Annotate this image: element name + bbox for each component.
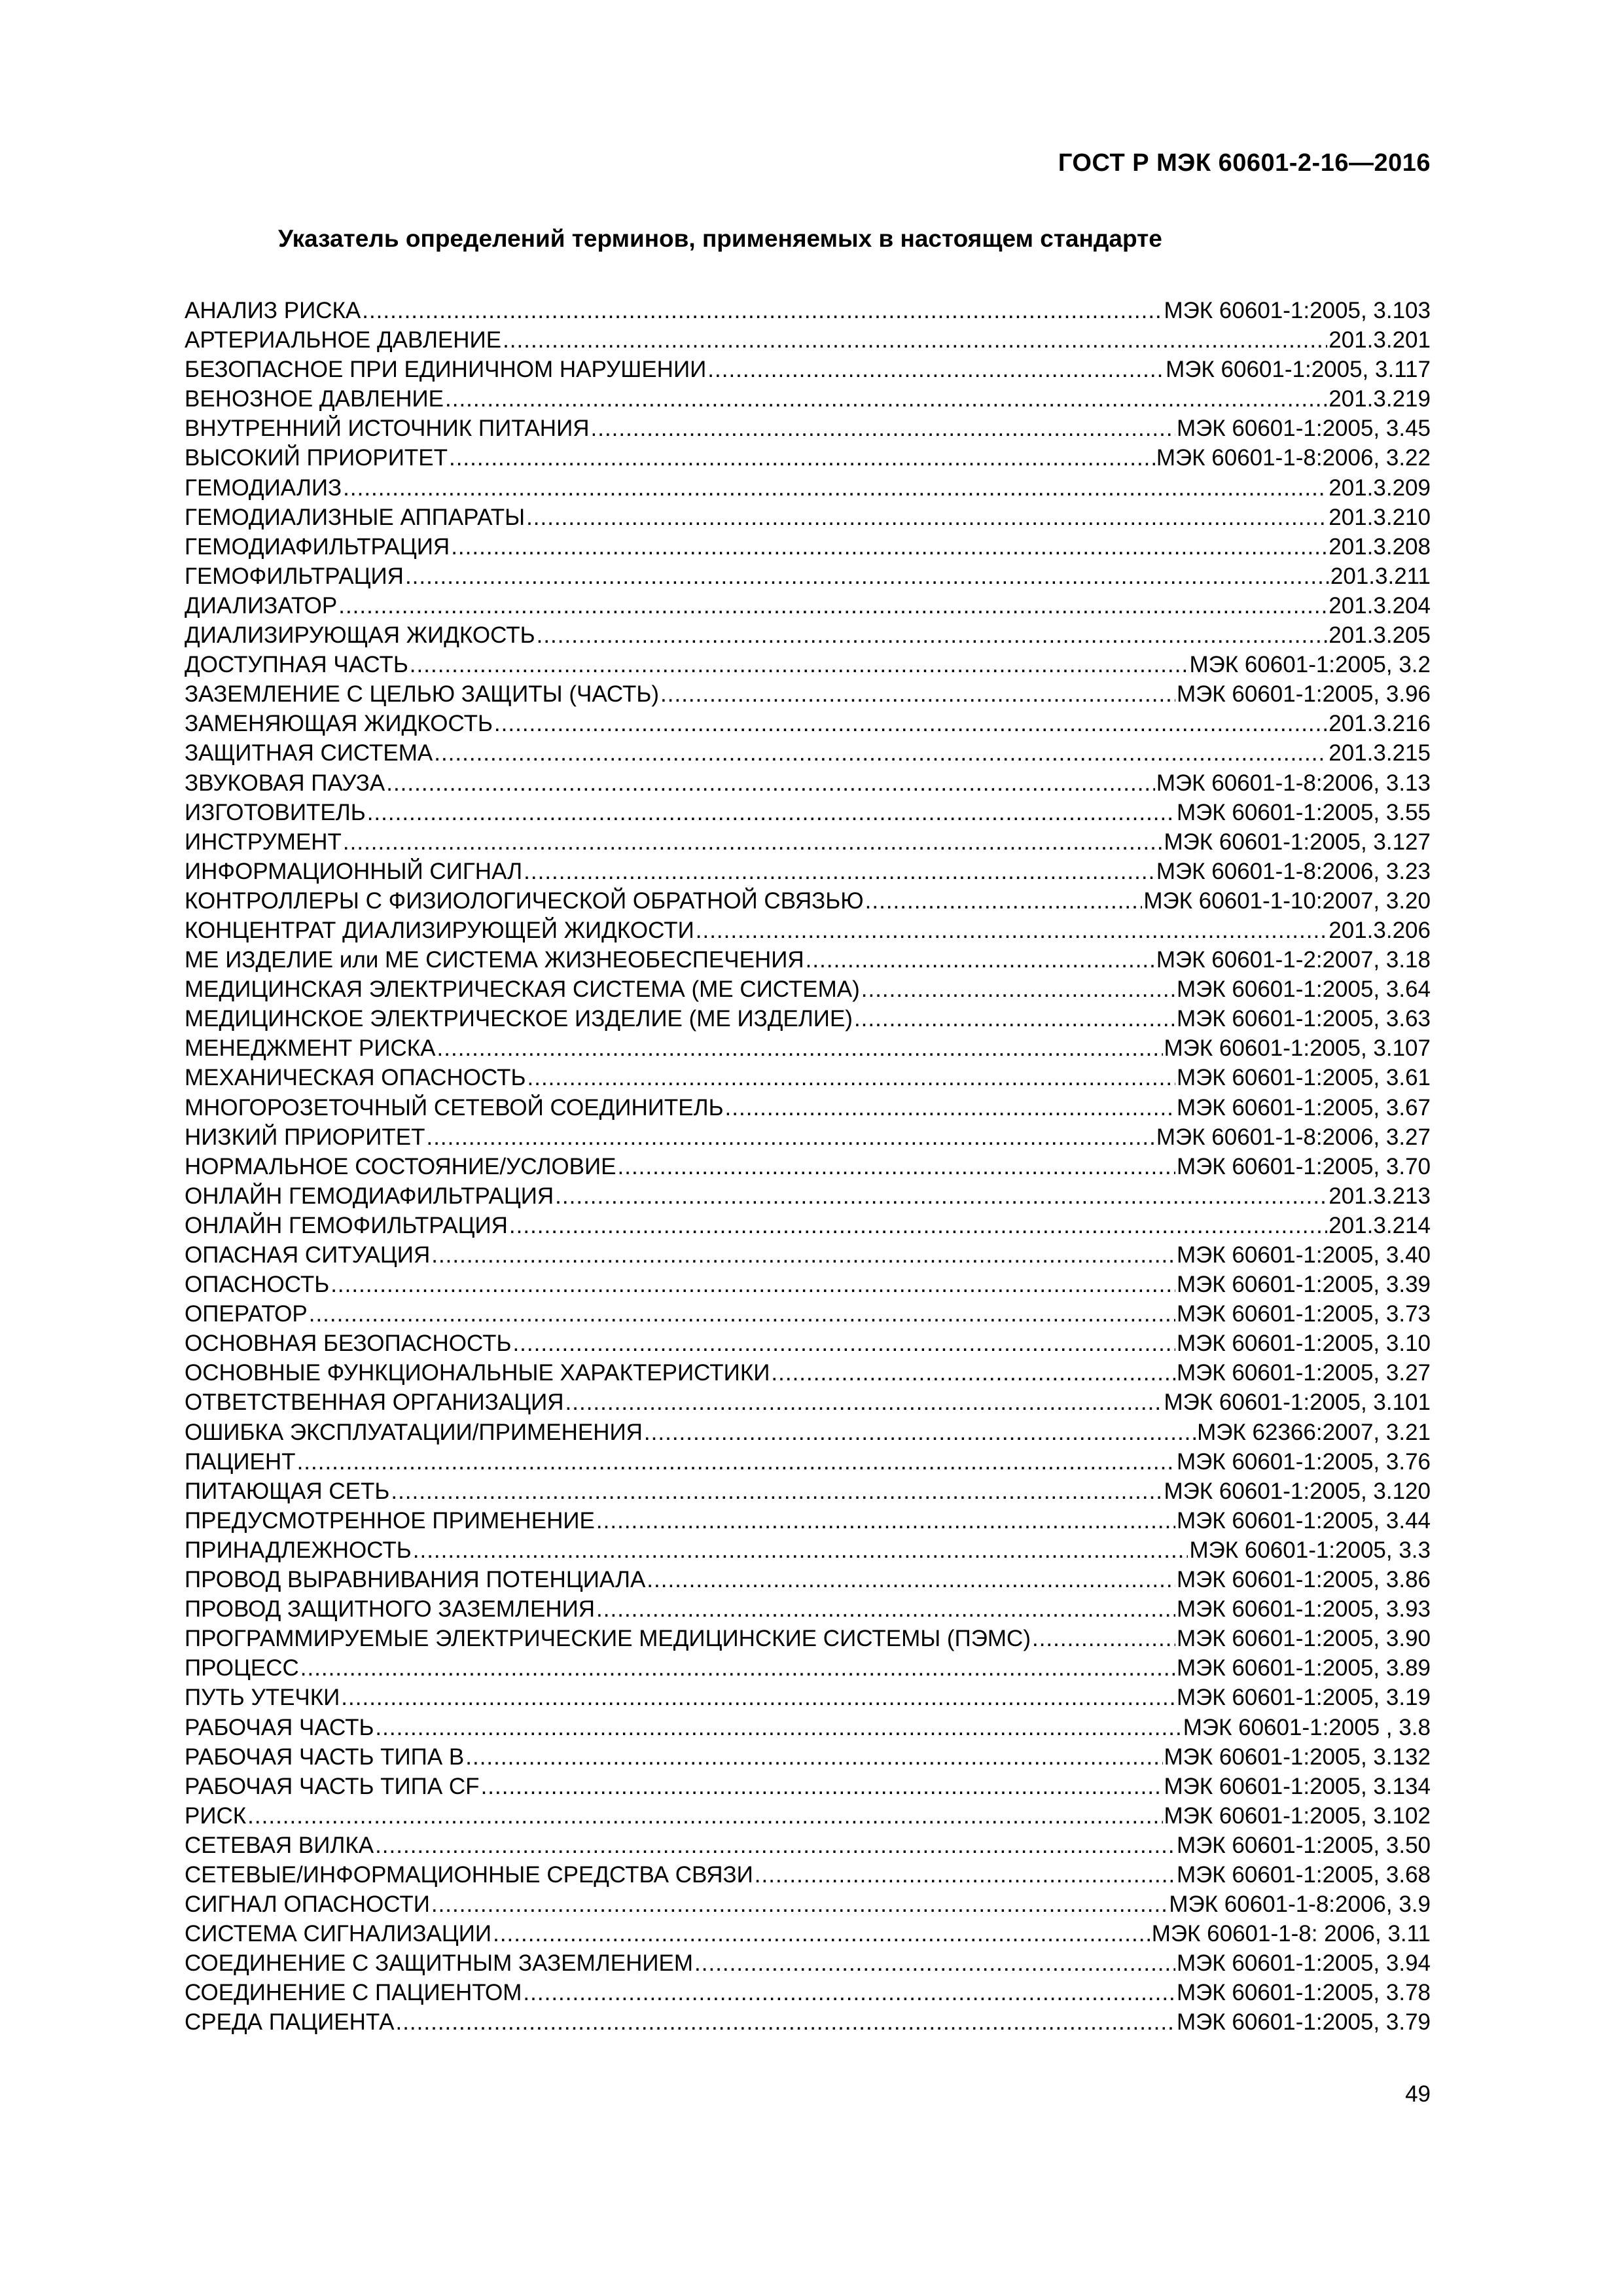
- term-label: НОРМАЛЬНОЕ СОСТОЯНИЕ/УСЛОВИЕ: [185, 1153, 616, 1179]
- dot-leader: [386, 768, 1155, 798]
- index-entry: [185, 1948, 1431, 1978]
- term-label: РАБОЧАЯ ЧАСТЬ ТИПА CF: [185, 1773, 480, 1799]
- index-entry: [185, 1801, 1431, 1831]
- dot-leader: [300, 1653, 1175, 1683]
- term-label: ОПЕРАТОР: [185, 1301, 308, 1327]
- dot-leader: [362, 296, 1162, 325]
- term-label: ОСНОВНЫЕ ФУНКЦИОНАЛЬНЫЕ ХАРАКТЕРИСТИКИ: [185, 1360, 770, 1386]
- term-reference: МЭК 60601-1:2005, 3.63: [1176, 1006, 1431, 1032]
- index-entry: [185, 1713, 1431, 1742]
- dot-leader: [526, 503, 1327, 532]
- dot-leader: [437, 1033, 1163, 1063]
- index-entry: [185, 1329, 1431, 1358]
- dot-leader: [297, 1447, 1175, 1477]
- term-label: ОСНОВНАЯ БЕЗОПАСНОСТЬ: [185, 1331, 512, 1357]
- dot-leader: [694, 1948, 1175, 1978]
- index-entry: [185, 1506, 1431, 1535]
- index-entry: [185, 1152, 1431, 1181]
- standard-designation: ГОСТ Р МЭК 60601-2-16—2016: [1058, 149, 1431, 177]
- index-entry: [185, 1181, 1431, 1211]
- index-entry: [185, 355, 1431, 384]
- term-label: ГЕМОДИАФИЛЬТРАЦИЯ: [185, 533, 450, 560]
- index-entry: [185, 1122, 1431, 1152]
- index-entry: [185, 679, 1431, 709]
- term-label: МНОГОРОЗЕТОЧНЫЙ СЕТЕВОЙ СОЕДИНИТЕЛЬ: [185, 1094, 724, 1121]
- term-label: ОНЛАЙН ГЕМОДИАФИЛЬТРАЦИЯ: [185, 1183, 554, 1209]
- dot-leader: [509, 1211, 1327, 1240]
- term-label: АНАЛИЗ РИСКА: [185, 298, 361, 323]
- index-entry: [185, 562, 1431, 591]
- term-label: ПАЦИЕНТ: [185, 1448, 296, 1475]
- term-reference: МЭК 60601-1:2005 , 3.8: [1183, 1714, 1431, 1740]
- dot-leader: [596, 1506, 1175, 1535]
- dot-leader: [449, 443, 1155, 473]
- index-entry: [185, 1477, 1431, 1506]
- dot-leader: [431, 1240, 1175, 1270]
- term-label: РАБОЧАЯ ЧАСТЬ ТИПА В: [185, 1744, 465, 1770]
- term-reference: МЭК 60601-1:2005, 3.64: [1176, 977, 1431, 1003]
- term-label: СРЕДА ПАЦИЕНТА: [185, 2009, 395, 2036]
- term-label: ПРОЦЕСС: [185, 1655, 299, 1681]
- index-entry: [185, 414, 1431, 443]
- term-label: ПРОВОД ВЫРАВНИВАНИЯ ПОТЕНЦИАЛА: [185, 1567, 646, 1593]
- dot-leader: [395, 2007, 1175, 2037]
- index-entry: [185, 1063, 1431, 1092]
- dot-leader: [367, 798, 1175, 827]
- index-entry: [185, 857, 1431, 886]
- index-entry: [185, 1742, 1431, 1772]
- index-entry: [185, 827, 1431, 857]
- term-label: АРТЕРИАЛЬНОЕ ДАВЛЕНИЕ: [185, 327, 502, 353]
- term-reference: МЭК 60601-1-8: 2006, 3.11: [1151, 1921, 1431, 1947]
- index-entry: [185, 443, 1431, 473]
- term-label: ГЕМОФИЛЬТРАЦИЯ: [185, 563, 404, 589]
- index-entry: [185, 945, 1431, 975]
- term-label: ПУТЬ УТЕЧКИ: [185, 1685, 340, 1711]
- index-entry: [185, 916, 1431, 945]
- index-entry: [185, 1919, 1431, 1948]
- term-reference: МЭК 60601-1:2005, 3.103: [1164, 298, 1431, 323]
- dot-leader: [330, 1270, 1175, 1299]
- term-label: РАБОЧАЯ ЧАСТЬ: [185, 1714, 374, 1740]
- dot-leader: [445, 384, 1327, 414]
- dot-leader: [644, 1418, 1196, 1447]
- term-reference: МЭК 60601-1:2005, 3.134: [1164, 1773, 1431, 1799]
- term-label: ВЕНОЗНОЕ ДАВЛЕНИЕ: [185, 386, 444, 412]
- dot-leader: [391, 1477, 1162, 1506]
- index-entry: [185, 384, 1431, 414]
- term-label: МЕДИЦИНСКАЯ ЭЛЕКТРИЧЕСКАЯ СИСТЕМА (МЕ СИСТЕМА): [185, 977, 860, 1003]
- term-label: БЕЗОПАСНОЕ ПРИ ЕДИНИЧНОМ НАРУШЕНИИ: [185, 357, 707, 383]
- term-reference: 201.3.215: [1329, 740, 1431, 766]
- dot-leader: [596, 1594, 1175, 1624]
- index-entry: [185, 2007, 1431, 2037]
- term-reference: 201.3.209: [1329, 475, 1431, 501]
- term-label: МЕДИЦИНСКОЕ ЭЛЕКТРИЧЕСКОЕ ИЗДЕЛИЕ (МЕ ИЗДЕЛИЕ): [185, 1006, 853, 1032]
- term-label: ИНФОРМАЦИОННЫЙ СИГНАЛ: [185, 858, 523, 884]
- index-entry: [185, 1211, 1431, 1240]
- index-entry: [185, 1033, 1431, 1063]
- term-label: ВЫСОКИЙ ПРИОРИТЕТ: [185, 445, 448, 471]
- term-label: ПРОВОД ЗАЩИТНОГО ЗАЗЕМЛЕНИЯ: [185, 1596, 596, 1623]
- dot-leader: [465, 1742, 1162, 1772]
- index-entry: [185, 1772, 1431, 1801]
- dot-leader: [493, 1919, 1150, 1948]
- term-reference: МЭК 60601-1:2005, 3.39: [1176, 1272, 1431, 1298]
- dot-leader: [309, 1299, 1175, 1329]
- term-label: СОЕДИНЕНИЕ С ПАЦИЕНТОМ: [185, 1980, 522, 2006]
- term-reference: МЭК 60601-1-2:2007, 3.18: [1156, 947, 1431, 973]
- index-entry: [185, 1594, 1431, 1624]
- term-reference: МЭК 60601-1-8:2006, 3.27: [1156, 1124, 1431, 1150]
- term-label: ЗАМЕНЯЮЩАЯ ЖИДКОСТЬ: [185, 711, 493, 737]
- term-reference: 201.3.206: [1329, 917, 1431, 943]
- term-label: ДИАЛИЗИРУЮЩАЯ ЖИДКОСТЬ: [185, 622, 535, 649]
- index-entry: [185, 1860, 1431, 1890]
- term-reference: 201.3.205: [1329, 622, 1431, 649]
- term-label: ГЕМОДИАЛИЗ: [185, 475, 342, 501]
- dot-leader: [865, 886, 1143, 916]
- term-label: КОНТРОЛЛЕРЫ С ФИЗИОЛОГИЧЕСКОЙ ОБРАТНОЙ СВЯЗЬЮ: [185, 888, 864, 914]
- term-reference: МЭК 60601-1:2005, 3.76: [1176, 1448, 1431, 1475]
- dot-leader: [647, 1565, 1175, 1594]
- index-entry: [185, 1388, 1431, 1417]
- dot-leader: [618, 1152, 1175, 1181]
- dot-leader: [375, 1713, 1181, 1742]
- index-entry: [185, 1890, 1431, 1919]
- term-reference: МЭК 60601-1:2005, 3.117: [1166, 357, 1431, 383]
- index-entry: [185, 650, 1431, 679]
- index-entry: [185, 1240, 1431, 1270]
- dot-leader: [503, 325, 1327, 355]
- dot-leader: [537, 620, 1328, 650]
- term-reference: МЭК 60601-1:2005, 3.2: [1189, 652, 1431, 678]
- index-entry: [185, 738, 1431, 768]
- index-entry: [185, 1270, 1431, 1299]
- term-label: ДОСТУПНАЯ ЧАСТЬ: [185, 652, 408, 678]
- dot-leader: [405, 562, 1329, 591]
- term-reference: МЭК 62366:2007, 3.21: [1197, 1419, 1431, 1445]
- dot-leader: [591, 414, 1175, 443]
- dot-leader: [1032, 1624, 1175, 1653]
- term-label: ЗАЗЕМЛЕНИЕ С ЦЕЛЬЮ ЗАЩИТЫ (ЧАСТЬ): [185, 681, 660, 708]
- term-reference: МЭК 60601-1:2005, 3.27: [1176, 1360, 1431, 1386]
- term-label: СЕТЕВЫЕ/ИНФОРМАЦИОННЫЕ СРЕДСТВА СВЯЗИ: [185, 1861, 753, 1888]
- term-reference: МЭК 60601-1:2005, 3.55: [1176, 799, 1431, 825]
- term-reference: МЭК 60601-1-8:2006, 3.23: [1156, 858, 1431, 884]
- term-reference: МЭК 60601-1:2005, 3.10: [1176, 1331, 1431, 1357]
- index-entry: [185, 1565, 1431, 1594]
- dot-leader: [247, 1801, 1162, 1831]
- index-entry: [185, 473, 1431, 503]
- term-reference: МЭК 60601-1-8:2006, 3.22: [1156, 445, 1431, 471]
- term-reference: МЭК 60601-1:2005, 3.19: [1176, 1685, 1431, 1711]
- index-entry: [185, 975, 1431, 1004]
- term-reference: 201.3.210: [1329, 504, 1431, 530]
- term-reference: МЭК 60601-1:2005, 3.102: [1164, 1803, 1431, 1829]
- term-reference: МЭК 60601-1:2005, 3.44: [1176, 1507, 1431, 1534]
- index-entry: [185, 1447, 1431, 1477]
- term-label: ЗАЩИТНАЯ СИСТЕМА: [185, 740, 433, 766]
- index-entry: [185, 1535, 1431, 1565]
- index-entry: [185, 798, 1431, 827]
- term-reference: 201.3.204: [1329, 592, 1431, 619]
- term-reference: МЭК 60601-1:2005, 3.89: [1176, 1655, 1431, 1681]
- term-reference: МЭК 60601-1:2005, 3.90: [1176, 1626, 1431, 1652]
- dot-leader: [565, 1388, 1163, 1417]
- dot-leader: [725, 1093, 1175, 1122]
- term-label: ОПАСНОСТЬ: [185, 1272, 330, 1298]
- term-reference: МЭК 60601-1:2005, 3.78: [1176, 1980, 1431, 2006]
- index-entry: [185, 1299, 1431, 1329]
- term-label: РИСК: [185, 1803, 247, 1829]
- dot-leader: [410, 650, 1188, 679]
- dot-leader: [512, 1329, 1175, 1358]
- term-label: МЕ ИЗДЕЛИЕ или МЕ СИСТЕМА ЖИЗНЕОБЕСПЕЧЕНИЯ: [185, 947, 804, 973]
- index-entry: [185, 325, 1431, 355]
- index-entry: [185, 768, 1431, 798]
- index-entry: [185, 1978, 1431, 2007]
- dot-leader: [524, 857, 1155, 886]
- dot-leader: [523, 1978, 1175, 2007]
- term-label: ГЕМОДИАЛИЗНЫЕ АППАРАТЫ: [185, 504, 526, 530]
- dot-leader: [481, 1772, 1163, 1801]
- term-reference: МЭК 60601-1:2005, 3.107: [1164, 1035, 1431, 1062]
- dot-leader: [527, 1063, 1175, 1092]
- term-reference: МЭК 60601-1:2005, 3.101: [1164, 1390, 1431, 1416]
- term-reference: МЭК 60601-1:2005, 3.67: [1176, 1094, 1431, 1121]
- term-label: ИНСТРУМЕНТ: [185, 829, 342, 855]
- dot-leader: [861, 975, 1175, 1004]
- term-label: ВНУТРЕННИЙ ИСТОЧНИК ПИТАНИЯ: [185, 416, 590, 442]
- terms-index-list: [185, 296, 1431, 2037]
- term-label: ИЗГОТОВИТЕЛЬ: [185, 799, 366, 825]
- index-entry: [185, 620, 1431, 650]
- term-reference: МЭК 60601-1:2005, 3.132: [1164, 1744, 1431, 1770]
- term-reference: 201.3.219: [1329, 386, 1431, 412]
- index-entry: [185, 886, 1431, 916]
- dot-leader: [434, 738, 1327, 768]
- term-label: ПРЕДУСМОТРЕННОЕ ПРИМЕНЕНИЕ: [185, 1507, 595, 1534]
- term-reference: МЭК 60601-1-8:2006, 3.13: [1156, 770, 1431, 796]
- dot-leader: [413, 1535, 1188, 1565]
- index-entry: [185, 1653, 1431, 1683]
- term-label: МЕНЕДЖМЕНТ РИСКА: [185, 1035, 436, 1062]
- index-entry: [185, 1004, 1431, 1033]
- index-entry: [185, 1683, 1431, 1712]
- term-reference: МЭК 60601-1:2005, 3.86: [1176, 1567, 1431, 1593]
- index-entry: [185, 1831, 1431, 1860]
- dot-leader: [343, 473, 1327, 503]
- index-entry: [185, 532, 1431, 562]
- term-label: ПИТАЮЩАЯ СЕТЬ: [185, 1478, 390, 1504]
- term-label: МЕХАНИЧЕСКАЯ ОПАСНОСТЬ: [185, 1065, 526, 1091]
- term-reference: МЭК 60601-1:2005, 3.94: [1176, 1950, 1431, 1977]
- term-reference: МЭК 60601-1:2005, 3.3: [1189, 1537, 1431, 1563]
- dot-leader: [494, 709, 1327, 738]
- dot-leader: [426, 1122, 1154, 1152]
- term-reference: МЭК 60601-1:2005, 3.73: [1176, 1301, 1431, 1327]
- index-entry: [185, 591, 1431, 620]
- term-reference: МЭК 60601-1-8:2006, 3.9: [1169, 1892, 1431, 1918]
- dot-leader: [555, 1181, 1327, 1211]
- index-entry: [185, 503, 1431, 532]
- index-entry: [185, 1358, 1431, 1388]
- dot-leader: [338, 591, 1327, 620]
- term-reference: МЭК 60601-1:2005, 3.68: [1176, 1861, 1431, 1888]
- index-entry: [185, 709, 1431, 738]
- term-label: СИГНАЛ ОПАСНОСТИ: [185, 1892, 430, 1918]
- dot-leader: [854, 1004, 1175, 1033]
- dot-leader: [696, 916, 1328, 945]
- index-entry: [185, 1418, 1431, 1447]
- term-reference: 201.3.213: [1329, 1183, 1431, 1209]
- term-label: СИСТЕМА СИГНАЛИЗАЦИИ: [185, 1921, 492, 1947]
- term-reference: МЭК 60601-1:2005, 3.61: [1176, 1065, 1431, 1091]
- term-label: ОНЛАЙН ГЕМОФИЛЬТРАЦИЯ: [185, 1212, 508, 1238]
- term-reference: 201.3.208: [1329, 533, 1431, 560]
- dot-leader: [343, 827, 1163, 857]
- term-label: ЗВУКОВАЯ ПАУЗА: [185, 770, 385, 796]
- dot-leader: [771, 1358, 1175, 1388]
- term-label: НИЗКИЙ ПРИОРИТЕТ: [185, 1124, 425, 1150]
- term-label: ОТВЕТСТВЕННАЯ ОРГАНИЗАЦИЯ: [185, 1390, 564, 1416]
- term-reference: 201.3.201: [1329, 327, 1431, 353]
- term-reference: МЭК 60601-1:2005, 3.70: [1176, 1153, 1431, 1179]
- term-reference: МЭК 60601-1:2005, 3.50: [1176, 1832, 1431, 1858]
- index-entry: [185, 1624, 1431, 1653]
- term-label: ПРОГРАММИРУЕМЫЕ ЭЛЕКТРИЧЕСКИЕ МЕДИЦИНСКИЕ СИСТЕМЫ (ПЭМС): [185, 1626, 1031, 1652]
- term-reference: МЭК 60601-1:2005, 3.45: [1176, 416, 1431, 442]
- term-label: ДИАЛИЗАТОР: [185, 592, 338, 619]
- dot-leader: [755, 1860, 1175, 1890]
- page-number: 49: [1405, 2081, 1431, 2107]
- term-label: ОПАСНАЯ СИТУАЦИЯ: [185, 1242, 431, 1268]
- term-reference: МЭК 60601-1:2005, 3.40: [1176, 1242, 1431, 1268]
- dot-leader: [341, 1683, 1175, 1712]
- term-reference: МЭК 60601-1:2005, 3.127: [1164, 829, 1431, 855]
- term-label: СОЕДИНЕНИЕ С ЗАЩИТНЫМ ЗАЗЕМЛЕНИЕМ: [185, 1950, 694, 1977]
- term-label: КОНЦЕНТРАТ ДИАЛИЗИРУЮЩЕЙ ЖИДКОСТИ: [185, 917, 694, 943]
- page-title: Указатель определений терминов, применяемых в настоящем стандарте: [278, 225, 1162, 252]
- term-reference: МЭК 60601-1:2005, 3.93: [1176, 1596, 1431, 1623]
- term-reference: 201.3.214: [1329, 1212, 1431, 1238]
- term-reference: 201.3.211: [1330, 563, 1431, 589]
- dot-leader: [707, 355, 1164, 384]
- dot-leader: [451, 532, 1327, 562]
- dot-leader: [806, 945, 1155, 975]
- term-reference: 201.3.216: [1329, 711, 1431, 737]
- index-entry: [185, 296, 1431, 325]
- term-reference: МЭК 60601-1:2005, 3.120: [1164, 1478, 1431, 1504]
- term-reference: МЭК 60601-1:2005, 3.96: [1176, 681, 1431, 708]
- term-label: ОШИБКА ЭКСПЛУАТАЦИИ/ПРИМЕНЕНИЯ: [185, 1419, 643, 1445]
- term-label: СЕТЕВАЯ ВИЛКА: [185, 1832, 374, 1858]
- index-entry: [185, 1093, 1431, 1122]
- dot-leader: [660, 679, 1175, 709]
- dot-leader: [431, 1890, 1168, 1919]
- dot-leader: [375, 1831, 1175, 1860]
- term-reference: МЭК 60601-1-10:2007, 3.20: [1143, 888, 1431, 914]
- term-label: ПРИНАДЛЕЖНОСТЬ: [185, 1537, 412, 1563]
- term-reference: МЭК 60601-1:2005, 3.79: [1176, 2009, 1431, 2036]
